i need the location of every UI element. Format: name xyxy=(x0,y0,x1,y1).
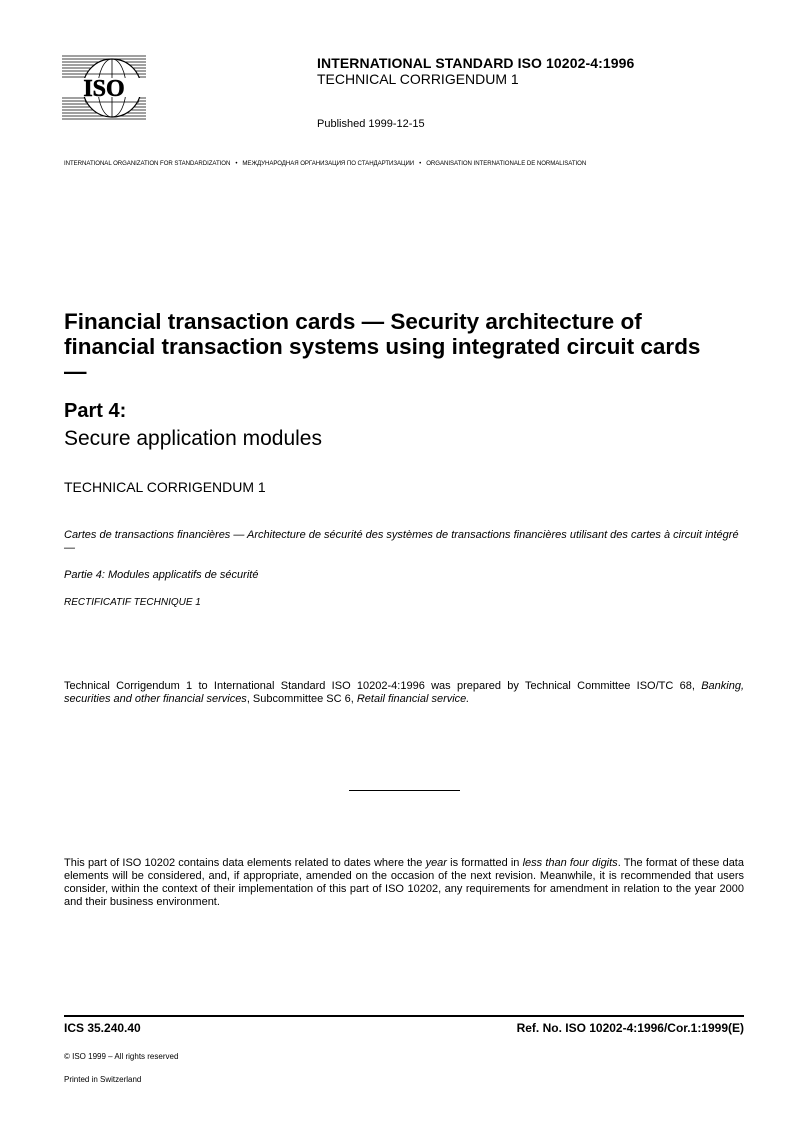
iso-logo xyxy=(62,54,146,120)
note-text: This part of ISO 10202 contains data elements related to dates where the xyxy=(64,857,426,869)
footer-rule xyxy=(64,1015,744,1017)
ics-code: ICS 35.240.40 xyxy=(64,1021,141,1035)
technical-corrigendum-label: TECHNICAL CORRIGENDUM 1 xyxy=(64,479,266,495)
org-name-en: INTERNATIONAL ORGANIZATION FOR STANDARDIZATION xyxy=(64,160,231,167)
standard-number: INTERNATIONAL STANDARD ISO 10202-4:1996 xyxy=(317,55,635,71)
french-title: Cartes de transactions financières — Architecture de sécurité des systèmes de transactions financières utilisant des cartes à circuit intégré — xyxy=(64,529,739,554)
copyright-notice: © ISO 1999 – All rights reserved xyxy=(64,1052,179,1061)
org-name-ru: МЕЖДУНАРОДНАЯ ОРГАНИЗАЦИЯ ПО СТАНДАРТИЗАЦИИ xyxy=(242,160,415,167)
note-text: . The format of these data elements will be considered, and, if appropriate, amended on the occasion of the next revision. Meanwhile, it is recommended that users consider, within the context of their implementation of this part of ISO 10202, any requirements for amendment in relation to the year 2000 and their business environment. xyxy=(64,857,744,908)
separator-bullet: • xyxy=(419,160,422,167)
published-date: Published 1999-12-15 xyxy=(317,118,425,130)
preparation-paragraph xyxy=(64,680,744,706)
note-emphasis: year xyxy=(425,857,447,869)
iso-logo-text: ISO xyxy=(83,76,125,102)
part-subtitle: Secure application modules xyxy=(64,427,322,450)
printed-in: Printed in Switzerland xyxy=(64,1075,142,1084)
org-name-fr: ORGANISATION INTERNATIONALE DE NORMALISATION xyxy=(426,160,587,167)
french-rectificatif: RECTIFICATIF TECHNIQUE 1 xyxy=(64,597,201,608)
committee-name: Banking, securities and other financial services xyxy=(64,680,744,705)
reference-number: Ref. No. ISO 10202-4:1996/Cor.1:1999(E) xyxy=(516,1021,744,1035)
note-text: is formatted in xyxy=(446,857,523,869)
subcommittee-name: Retail financial service. xyxy=(356,693,470,705)
part-number: Part 4: xyxy=(64,400,127,422)
year-2000-note xyxy=(64,857,744,909)
section-divider xyxy=(349,790,460,791)
organization-line xyxy=(64,160,586,167)
separator-bullet: • xyxy=(235,160,238,167)
prep-text: Technical Corrigendum 1 to International Standard ISO 10202-4:1996 was prepared by Technical Committee ISO/TC 68, xyxy=(64,680,702,692)
corrigendum-label: TECHNICAL CORRIGENDUM 1 xyxy=(317,71,519,87)
prep-text: , Subcommittee SC 6, xyxy=(246,693,357,705)
document-title: Financial transaction cards — Security architecture of financial transaction systems using integrated circuit cards — xyxy=(64,309,701,384)
french-part: Partie 4: Modules applicatifs de sécurité xyxy=(64,569,259,581)
note-emphasis: less than four digits xyxy=(522,857,618,869)
